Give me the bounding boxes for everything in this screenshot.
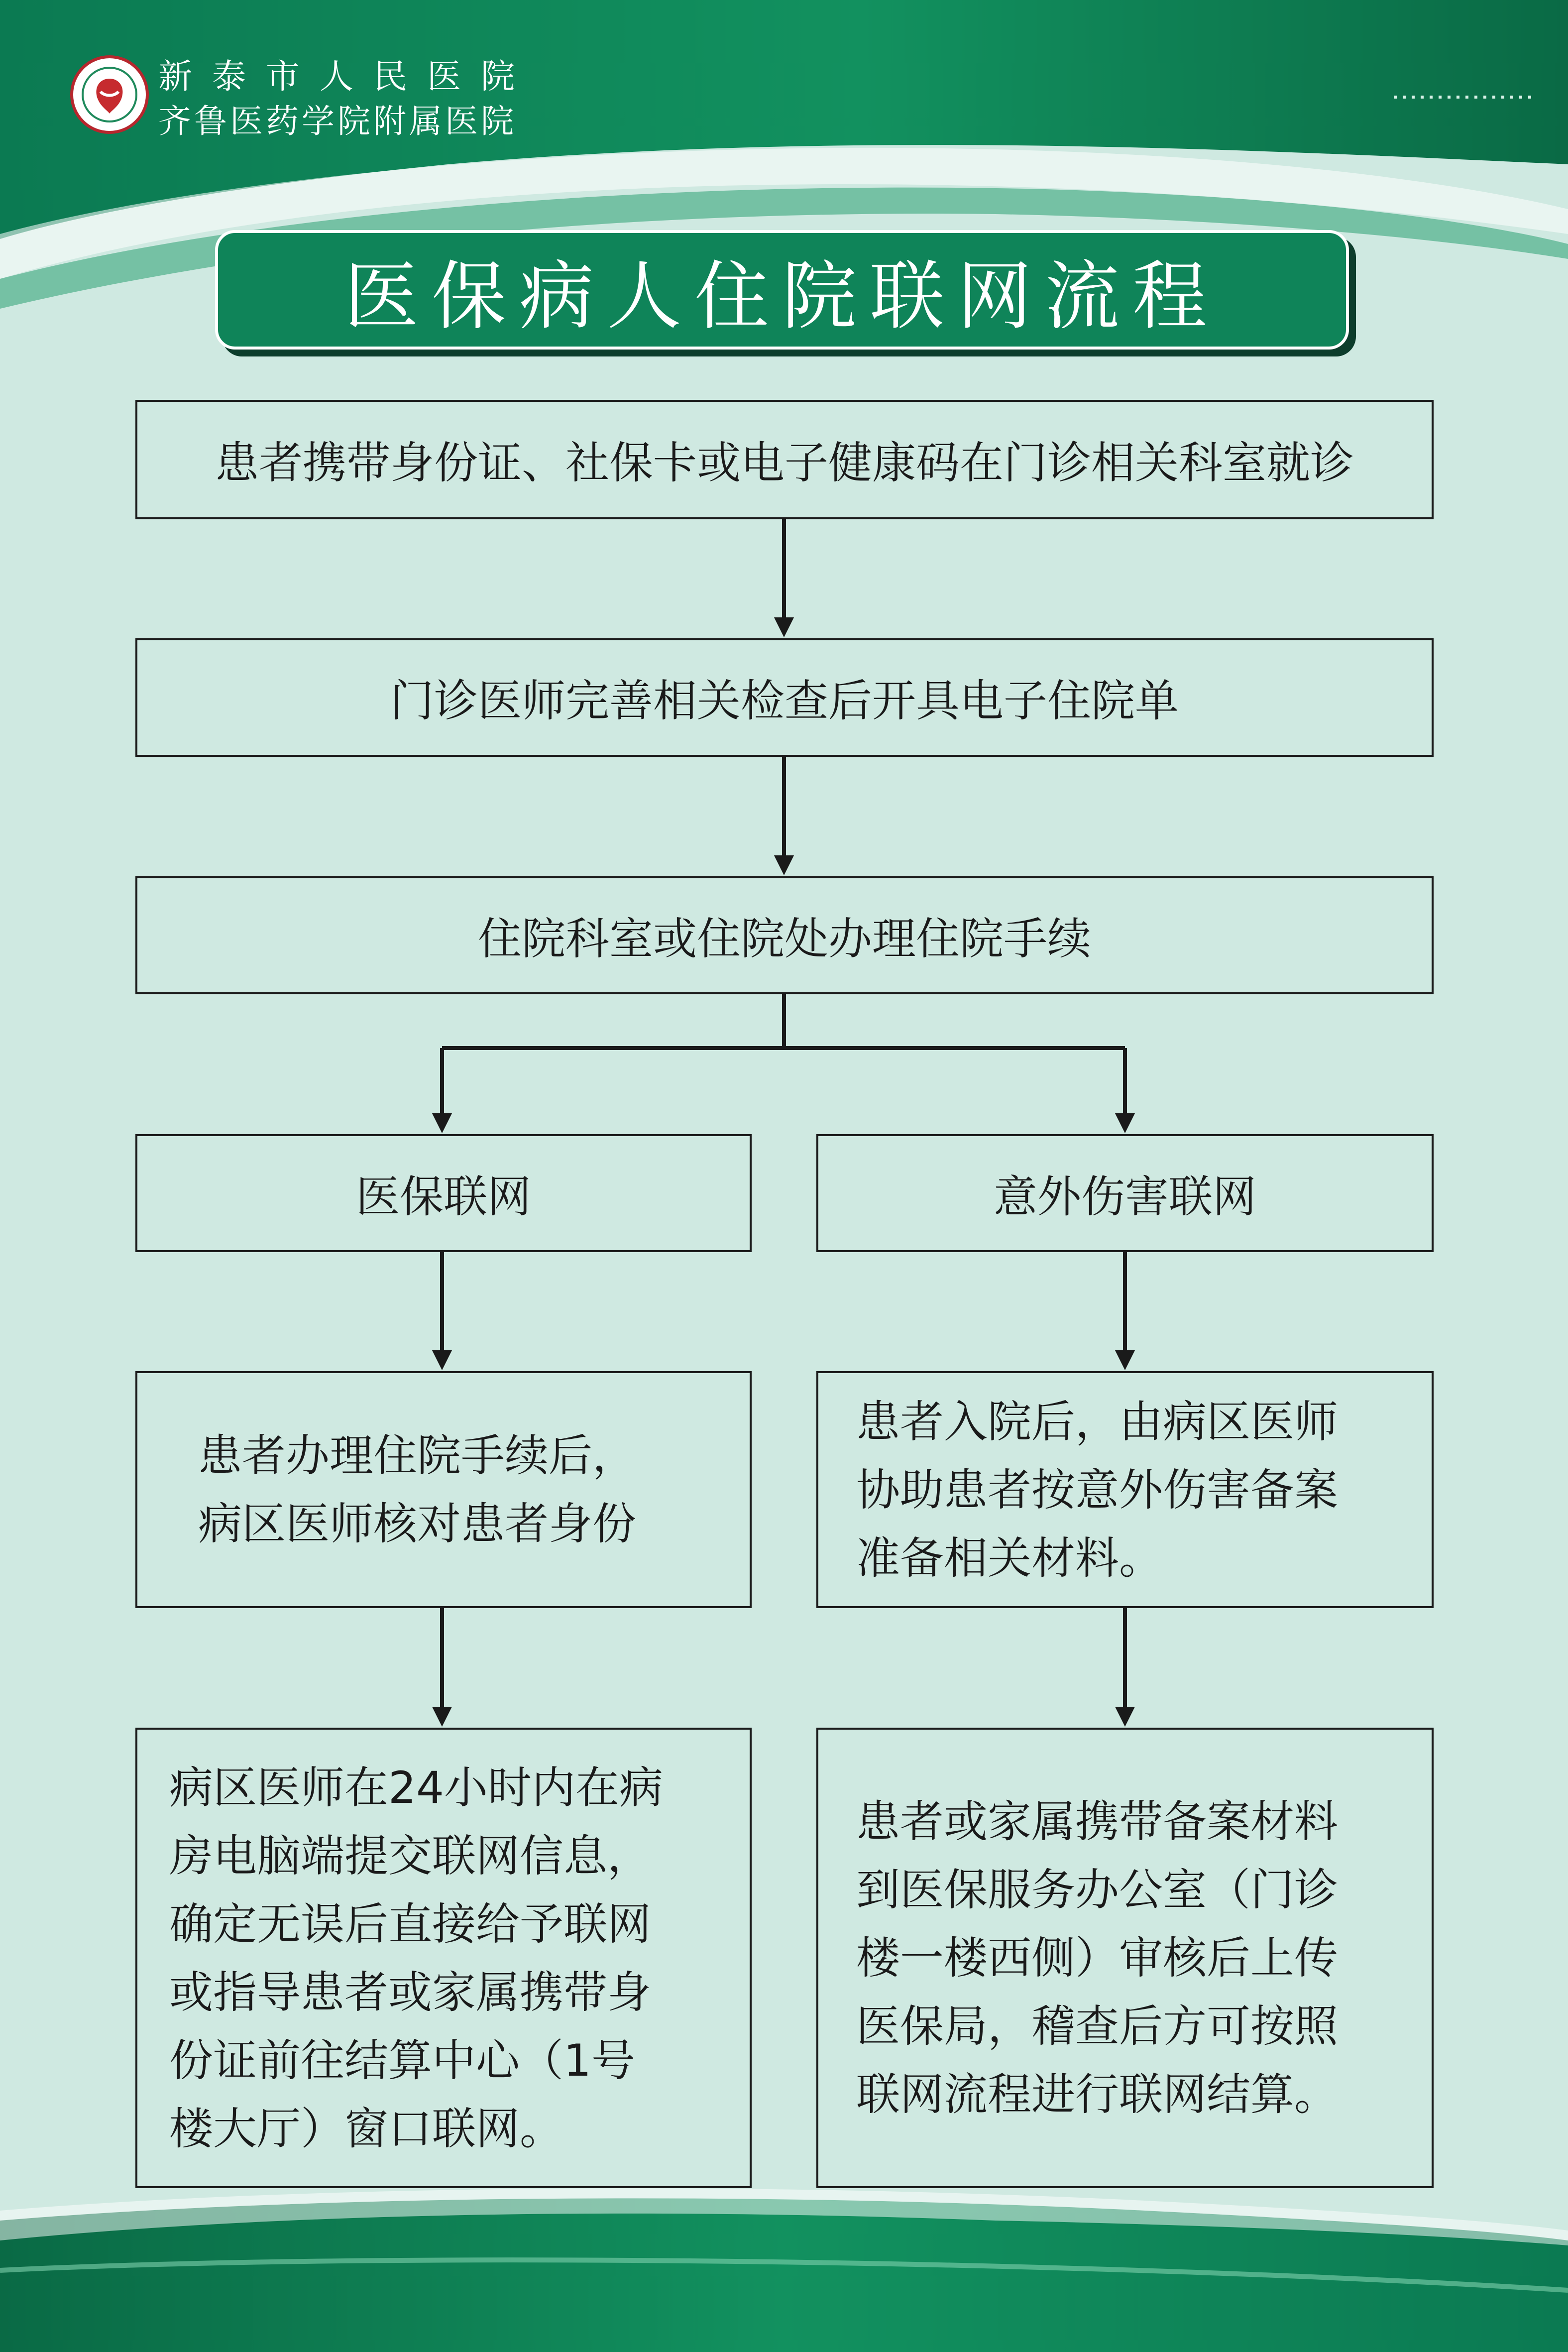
right-step-prepare-materials [816, 1371, 1434, 1608]
text-line: 到医保服务办公室（门诊 [856, 1864, 1339, 1915]
flow-step-text: 门诊医师完善相关检查后开具电子住院单 [390, 675, 1179, 726]
text-line: 或指导患者或家属携带身 [169, 1966, 652, 2018]
paragraph [169, 1754, 663, 2163]
text-line: 楼一楼西侧）审核后上传 [856, 1932, 1339, 1984]
text-line: 患者或家属携带备案材料 [856, 1796, 1339, 1847]
branch-heading-text: 医保联网 [355, 1171, 531, 1222]
branch-heading-accident-injury [816, 1134, 1434, 1252]
text-line: 份证前往结算中心（1号 [169, 2034, 635, 2086]
text-line: 患者办理住院手续后， [198, 1430, 637, 1481]
text-line: 准备相关材料。 [856, 1532, 1163, 1584]
page-title: 医保病人住院联网流程 [343, 253, 1220, 340]
branch-heading-text: 意外伤害联网 [993, 1171, 1256, 1222]
flow-step-visit-clinic [135, 400, 1434, 519]
text-line: 联网流程进行联网结算。 [856, 2069, 1339, 2120]
left-step-verify-identity [135, 1371, 752, 1608]
paragraph [856, 1787, 1338, 2128]
text-line: 患者入院后，由病区医师 [856, 1396, 1339, 1447]
text-line: 病区医师在24小时内在病 [169, 1762, 663, 1813]
text-line: 楼大厅）窗口联网。 [169, 2103, 564, 2154]
text-line: 协助患者按意外伤害备案 [856, 1464, 1339, 1516]
left-step-submit-networking [135, 1728, 752, 2188]
flow-step-admission-slip [135, 638, 1434, 757]
paragraph [198, 1421, 636, 1558]
flow-step-text: 住院科室或住院处办理住院手续 [477, 913, 1091, 964]
text-line: 确定无误后直接给予联网 [169, 1898, 652, 1950]
paragraph [856, 1388, 1338, 1592]
text-line: 房电脑端提交联网信息， [169, 1830, 652, 1882]
right-step-review-upload [816, 1728, 1434, 2188]
text-line: 医保局，稽查后方可按照 [856, 2000, 1339, 2052]
hospital-affiliation: 齐鲁医药学院附属医院 [158, 102, 517, 140]
flow-step-admission-procedure [135, 876, 1434, 994]
flow-step-text: 患者携带身份证、社保卡或电子健康码在门诊相关科室就诊 [215, 437, 1354, 488]
text-line: 病区医师核对患者身份 [198, 1498, 637, 1549]
branch-heading-medical-insurance [135, 1134, 752, 1252]
hospital-name: 新泰市人民医院 [158, 57, 535, 97]
